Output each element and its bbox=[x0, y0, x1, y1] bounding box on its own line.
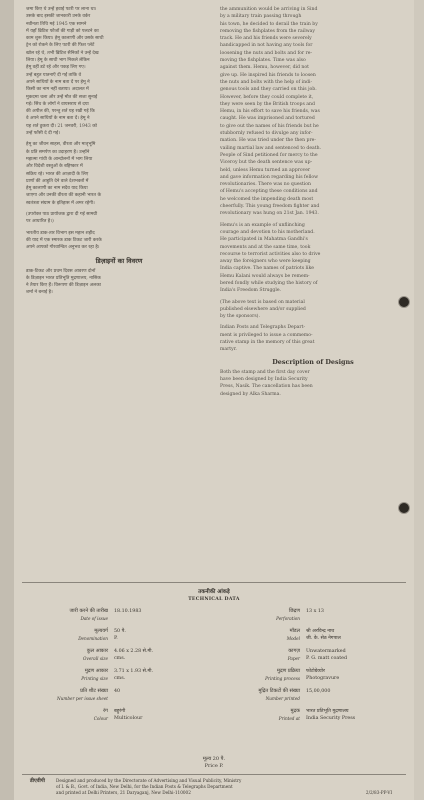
row-label-english: Number printed bbox=[265, 696, 300, 701]
text-line: मुकदमा चला और उन्हें मौत की सजा सुनाई bbox=[26, 94, 98, 100]
technical-data-row bbox=[34, 608, 220, 628]
row-value-line: 18.10.1983 bbox=[114, 609, 142, 614]
text-line: हेमू वहीं डटे रहे और पकड़ लिए गए। bbox=[26, 65, 86, 71]
text-line: However, before they could complete it, bbox=[220, 94, 314, 100]
row-label bbox=[226, 648, 300, 662]
text-line: ment is privileged to issue a commemo- bbox=[220, 332, 313, 338]
technical-data-row bbox=[34, 708, 220, 728]
text-line: they were seen by the British troops and bbox=[220, 101, 315, 107]
text-line: revolutionary was hung on 21st Jan. 1943. bbox=[220, 211, 319, 217]
footer-divider bbox=[22, 774, 406, 775]
row-label-hindi: मुद्रण प्रक्रिया bbox=[276, 668, 300, 674]
row-label-english: Printing process bbox=[265, 676, 300, 681]
text-line: by a military train passing through bbox=[220, 14, 302, 20]
text-line: vailing martial law and sentenced to death. bbox=[220, 145, 322, 151]
row-label-english: Perforation bbox=[276, 616, 300, 621]
row-label bbox=[226, 668, 300, 682]
text-line: शर्मा ने बनाई है। bbox=[26, 290, 53, 296]
design-description-paragraph bbox=[220, 369, 406, 398]
row-value-line: जी. के. सेठ नेगपाल bbox=[306, 636, 341, 641]
row-label bbox=[226, 628, 300, 642]
row-value-line: 4.06 x 2.28 से.मी. bbox=[114, 649, 154, 654]
row-value-line: Multicolour bbox=[114, 716, 143, 721]
row-label bbox=[226, 708, 300, 722]
text-line: moving the fishplates. Time was also bbox=[220, 58, 306, 64]
row-label-hindi: मॉडल bbox=[289, 628, 300, 634]
row-value-line: श्री अरविन्द्र नाथ bbox=[306, 629, 335, 634]
text-line: लिया। हेमू के साथी भाग निकले लेकिन bbox=[26, 58, 90, 64]
text-line: की याद में एक स्मारक डाक टिकट जारी करके bbox=[26, 237, 102, 243]
left-paragraph bbox=[26, 211, 212, 226]
row-value-line: Unwatermarked bbox=[306, 649, 346, 654]
text-line: और विदेशी वस्तुओं के बहिष्कार में bbox=[26, 164, 83, 170]
right-paragraph bbox=[220, 299, 406, 321]
text-line: उन्हें बहुत यातनाएँ दी गईं ताकि वे bbox=[26, 72, 82, 78]
text-line: removing the fishplates from the railway bbox=[220, 28, 315, 34]
text-line: loosening the nuts and bolts and for re- bbox=[220, 50, 313, 56]
text-line: People of Sind petitioned for mercy to the bbox=[220, 152, 318, 158]
text-line: ने तैयार किए हैं। विरूपण की डिज़ाइन अलका bbox=[26, 283, 101, 289]
row-value-line: P. bbox=[114, 636, 118, 641]
row-value-line: P. G. matt coated bbox=[306, 656, 348, 661]
row-label bbox=[34, 628, 108, 642]
row-label-english: Date of issue bbox=[80, 616, 108, 621]
row-value-line: 50 पै. bbox=[114, 629, 126, 634]
right-paragraph bbox=[220, 324, 406, 353]
text-line: जमा किए थे उन्हें हवाई पटरी पर लाना था। bbox=[26, 7, 97, 12]
text-line: भारतीय डाक-तार विभाग इस महान शहीद bbox=[26, 230, 95, 236]
row-value bbox=[306, 608, 324, 615]
text-line: किसी का नाम नहीं बताया। अदालत में bbox=[26, 87, 89, 93]
text-line: the ammunition would be arriving in Sind bbox=[220, 7, 318, 12]
text-line: ट्रेन को रोकने के लिए पटरी की फिश प्लेटें bbox=[26, 43, 95, 49]
text-line: he welcomed the impending death most bbox=[220, 196, 314, 202]
row-label bbox=[34, 648, 108, 662]
technical-data-heading bbox=[14, 588, 414, 604]
text-line: Indian Posts and Telegraphs Depart- bbox=[220, 325, 306, 331]
technical-data-heading-hindi: तकनीकी आंकड़े bbox=[198, 589, 230, 595]
technical-data-row bbox=[226, 608, 412, 628]
text-line: revolutionaries. There was no question bbox=[220, 182, 311, 188]
technical-data-row bbox=[34, 688, 220, 708]
design-description-heading: डिज़ाइनों का विवरण bbox=[95, 256, 143, 265]
row-label-hindi: रंग bbox=[103, 708, 108, 714]
text-line: नवीनता तिथि मई 1945 एक सामने bbox=[26, 21, 87, 27]
right-paragraph bbox=[220, 6, 406, 218]
technical-data-row bbox=[34, 628, 220, 648]
print-code: 2/2/83-PP-VI bbox=[365, 790, 392, 795]
row-value-line: फोटोग्रेव्योर bbox=[306, 669, 325, 674]
text-line: पर आधारित है।) bbox=[26, 219, 54, 225]
row-label bbox=[226, 688, 300, 702]
row-label-hindi: मुद्रित टिकटों की संख्या bbox=[258, 688, 300, 694]
text-line: rative stamp in the memory of this great bbox=[220, 340, 315, 346]
text-line: bered fondly while studying the history of bbox=[220, 280, 318, 286]
text-line: Hemu Kalani would always be remem- bbox=[220, 273, 310, 279]
text-line: Hemu's is an example of unflinching bbox=[220, 222, 305, 228]
row-label-hindi: मूल्यवर्ग bbox=[94, 628, 108, 634]
text-line: movements and at the same time, took bbox=[220, 244, 311, 250]
row-label bbox=[226, 608, 300, 622]
text-line: अपने साथियों के नाम बता दें पर हेमू ने bbox=[26, 79, 90, 85]
price-english: Price P. bbox=[204, 763, 224, 769]
row-value bbox=[114, 688, 120, 695]
text-line: (The above text is based on material bbox=[220, 299, 305, 305]
row-label-hindi: जारी करने की तारीख bbox=[69, 608, 108, 614]
text-line: cheerfully. This young freedom fighter and bbox=[220, 204, 320, 210]
row-label-hindi: मुद्रण आकार bbox=[84, 668, 108, 674]
row-label-hindi: प्रति शीट संख्या bbox=[80, 688, 108, 694]
technical-data-row bbox=[226, 688, 412, 708]
text-line: away the foreigners who were keeping bbox=[220, 259, 311, 265]
text-line: martyr. bbox=[220, 347, 237, 353]
text-line: mation. He was tried under the then pre- bbox=[220, 138, 316, 144]
row-value bbox=[114, 708, 142, 722]
row-value-line: India Security Press bbox=[306, 716, 356, 721]
credit-line: and printed at Delhi Printers, 21 Daryaganj, New Delhi-110002 bbox=[56, 790, 191, 795]
text-line: हेमू कालाणी का नाम सदैव याद किया bbox=[26, 186, 88, 192]
row-label bbox=[34, 608, 108, 622]
text-line: की अपील की, परन्तु शर्त यह रखी गई कि bbox=[26, 109, 95, 115]
technical-data-row bbox=[226, 648, 412, 668]
text-line: वे अपने साथियों के नाम बता दें। हेमू ने bbox=[26, 116, 90, 122]
text-line: recourse to terrorist activities also to drive bbox=[220, 251, 321, 257]
row-label-english: Denomination bbox=[78, 636, 108, 641]
price-hindi: मूल्य 20 पै. bbox=[202, 756, 226, 762]
right-paragraph bbox=[220, 222, 406, 295]
text-line: डाक-टिकट और प्रथम दिवस आवरण दोनों bbox=[26, 268, 96, 274]
row-value bbox=[114, 648, 153, 662]
text-line: के प्रति समर्पण का उदाहरण है। उन्होंने bbox=[26, 149, 90, 155]
row-value-line: भारत प्रतिभूति मुद्रणालय bbox=[306, 709, 349, 714]
hindi-text-column bbox=[26, 6, 212, 301]
text-line: के डिज़ाइन भारत प्रतिभूति मुद्रणालय, नासिक bbox=[26, 275, 101, 281]
text-line: handicapped in not having any tools for bbox=[220, 43, 313, 49]
text-line: प्राणों की आहुति देने वाले देशभक्तों में bbox=[26, 178, 89, 184]
row-value-line: 15,00,000 bbox=[306, 689, 331, 694]
text-line: India captive. The names of patriots like bbox=[220, 266, 314, 272]
text-line: to give out the names of his friends but he bbox=[220, 123, 319, 129]
row-label-hindi: छिद्रण bbox=[288, 608, 300, 614]
text-line: genous tools and they carried on this job. bbox=[220, 87, 317, 93]
text-line: यह शर्त ठुकरा दी। 21 जनवरी, 1943 को bbox=[26, 123, 97, 129]
price-line bbox=[14, 756, 414, 770]
text-line: अपने आपको गौरवान्वित अनुभव कर रहा है। bbox=[26, 245, 100, 251]
text-line: designed by Alka Sharma. bbox=[220, 391, 281, 397]
row-label-hindi: मुद्रक bbox=[290, 708, 300, 714]
credit-line: Designed and produced by the Directorate of Advertising and Visual Publicity, Ministry bbox=[56, 778, 242, 783]
text-line: against them. Hemu, however, did not bbox=[220, 65, 309, 71]
row-value bbox=[306, 628, 341, 642]
text-line: हेमू का जीवन साहस, वीरता और मातृभूमि bbox=[26, 142, 96, 148]
text-line: में यहाँ ब्रिटिश फौजों की गाड़ी को पलटने का bbox=[26, 28, 99, 34]
technical-data-row bbox=[226, 628, 412, 648]
text-line: have been designed by India Security bbox=[220, 376, 308, 382]
text-line: (उपरोक्त पाठ प्रायोजक द्वारा दी गई सामग्री bbox=[26, 212, 98, 218]
row-value-line: 13 x 13 bbox=[306, 609, 324, 614]
davp-logo: डीएवीपी bbox=[30, 778, 45, 784]
text-line: काम शुरू किया। हेमू कालाणी और उसके साथी bbox=[26, 36, 104, 42]
design-description-heading: Description of Designs bbox=[272, 357, 354, 366]
text-line: held, unless Hemu turned an approver bbox=[220, 167, 311, 173]
row-value bbox=[114, 608, 141, 615]
text-line: जाएगा और उनकी वीरता की कहानी भारत के bbox=[26, 193, 101, 199]
text-line: खोल रहे थे, तभी ब्रिटिश सैनिकों ने उन्हें देख bbox=[26, 50, 99, 56]
left-paragraph bbox=[26, 6, 212, 137]
tech-data-divider bbox=[22, 582, 406, 583]
technical-data-row bbox=[34, 668, 220, 688]
left-paragraph bbox=[26, 141, 212, 207]
text-line: Viceroy but the death sentence was up- bbox=[220, 160, 313, 166]
technical-data-right-table bbox=[226, 608, 412, 728]
text-line: He participated in Mahatma Gandhi's bbox=[220, 237, 308, 243]
text-line: India's Freedom Struggle. bbox=[220, 288, 282, 294]
text-line: Hemu, in his effort to save his friends, was bbox=[220, 109, 320, 115]
technical-data-heading-english: TECHNICAL DATA bbox=[188, 597, 240, 602]
stamp-information-sheet bbox=[14, 0, 414, 800]
row-label-english: Model bbox=[286, 636, 300, 641]
row-label-english: Overall size bbox=[83, 656, 108, 661]
row-value bbox=[306, 648, 347, 662]
row-value bbox=[306, 688, 330, 695]
row-value bbox=[306, 668, 339, 682]
row-value bbox=[114, 668, 153, 682]
row-value bbox=[306, 708, 355, 722]
text-line: stubbornly refused to divulge any infor- bbox=[220, 131, 313, 137]
text-line: caught. He was imprisoned and tortured bbox=[220, 116, 315, 122]
text-line: महात्मा गांधी के आन्दोलनों में भाग लिया bbox=[26, 156, 93, 162]
text-line: of Hemu's accepting these conditions and bbox=[220, 189, 318, 195]
row-value-line: 40 bbox=[114, 689, 121, 694]
text-line: सक्रिय रहे। भारत की आज़ादी के लिए bbox=[26, 171, 89, 177]
row-label-hindi: कागज़ bbox=[288, 648, 300, 654]
text-line: उन्हें फाँसी दे दी गई। bbox=[26, 131, 60, 137]
technical-data-left-table bbox=[34, 608, 220, 728]
row-label-english: Number per issue sheet bbox=[57, 696, 108, 701]
text-line: उसके बाद इसकी जानकारी उनके वर्कर bbox=[26, 14, 91, 20]
design-description-paragraph bbox=[26, 268, 212, 297]
technical-data-row bbox=[34, 648, 220, 668]
english-text-column bbox=[220, 6, 406, 402]
row-value-line: cms. bbox=[114, 676, 126, 681]
technical-data-row bbox=[226, 668, 412, 688]
left-paragraph bbox=[26, 230, 212, 252]
text-line: the nuts and bolts with the help of indi- bbox=[220, 79, 313, 85]
row-label bbox=[34, 668, 108, 682]
text-line: published elsewhere and/or supplied bbox=[220, 306, 306, 312]
row-label-english: Printed at bbox=[278, 716, 300, 721]
punch-hole-top bbox=[398, 296, 410, 308]
row-value-line: 3.71 x 1.93 से.मी. bbox=[114, 669, 154, 674]
publisher-credit bbox=[56, 778, 394, 796]
text-line: by the sponsors). bbox=[220, 314, 260, 320]
row-value-line: cms. bbox=[114, 656, 126, 661]
row-label-english: Paper bbox=[287, 656, 300, 661]
text-line: track. He and his friends were severely bbox=[220, 36, 312, 42]
text-line: his town, he decided to derail the train by bbox=[220, 21, 318, 27]
row-value bbox=[114, 628, 126, 642]
text-line: स्वतंत्रता संग्राम के इतिहास में अमर रहेगी। bbox=[26, 200, 95, 206]
text-line: give up. He inspired his friends to loosen bbox=[220, 72, 316, 78]
row-label bbox=[34, 708, 108, 722]
paper-fold-shadow bbox=[0, 0, 14, 800]
text-line: गई। सिंध के लोगों ने वायसराय से दया bbox=[26, 101, 89, 107]
row-label bbox=[34, 688, 108, 702]
row-value-line: बहुरंगी bbox=[114, 709, 126, 714]
credit-line: of I. & B., Govt. of India, New Delhi, for the Indian Posts & Telegraphs Department bbox=[56, 784, 233, 789]
punch-hole-bottom bbox=[398, 502, 410, 514]
technical-data-row bbox=[226, 708, 412, 728]
row-label-english: Printing size bbox=[81, 676, 108, 681]
row-label-english: Colour bbox=[93, 716, 108, 721]
text-line: and gave information regarding his fellow bbox=[220, 174, 319, 180]
text-line: Press, Nasik. The cancellation has been bbox=[220, 384, 313, 390]
row-label-hindi: कुल आकार bbox=[86, 648, 108, 654]
text-line: Both the stamp and the first day cover bbox=[220, 369, 310, 375]
row-value-line: Photogravure bbox=[306, 676, 340, 681]
text-line: courage and devotion to his motherland. bbox=[220, 229, 315, 235]
